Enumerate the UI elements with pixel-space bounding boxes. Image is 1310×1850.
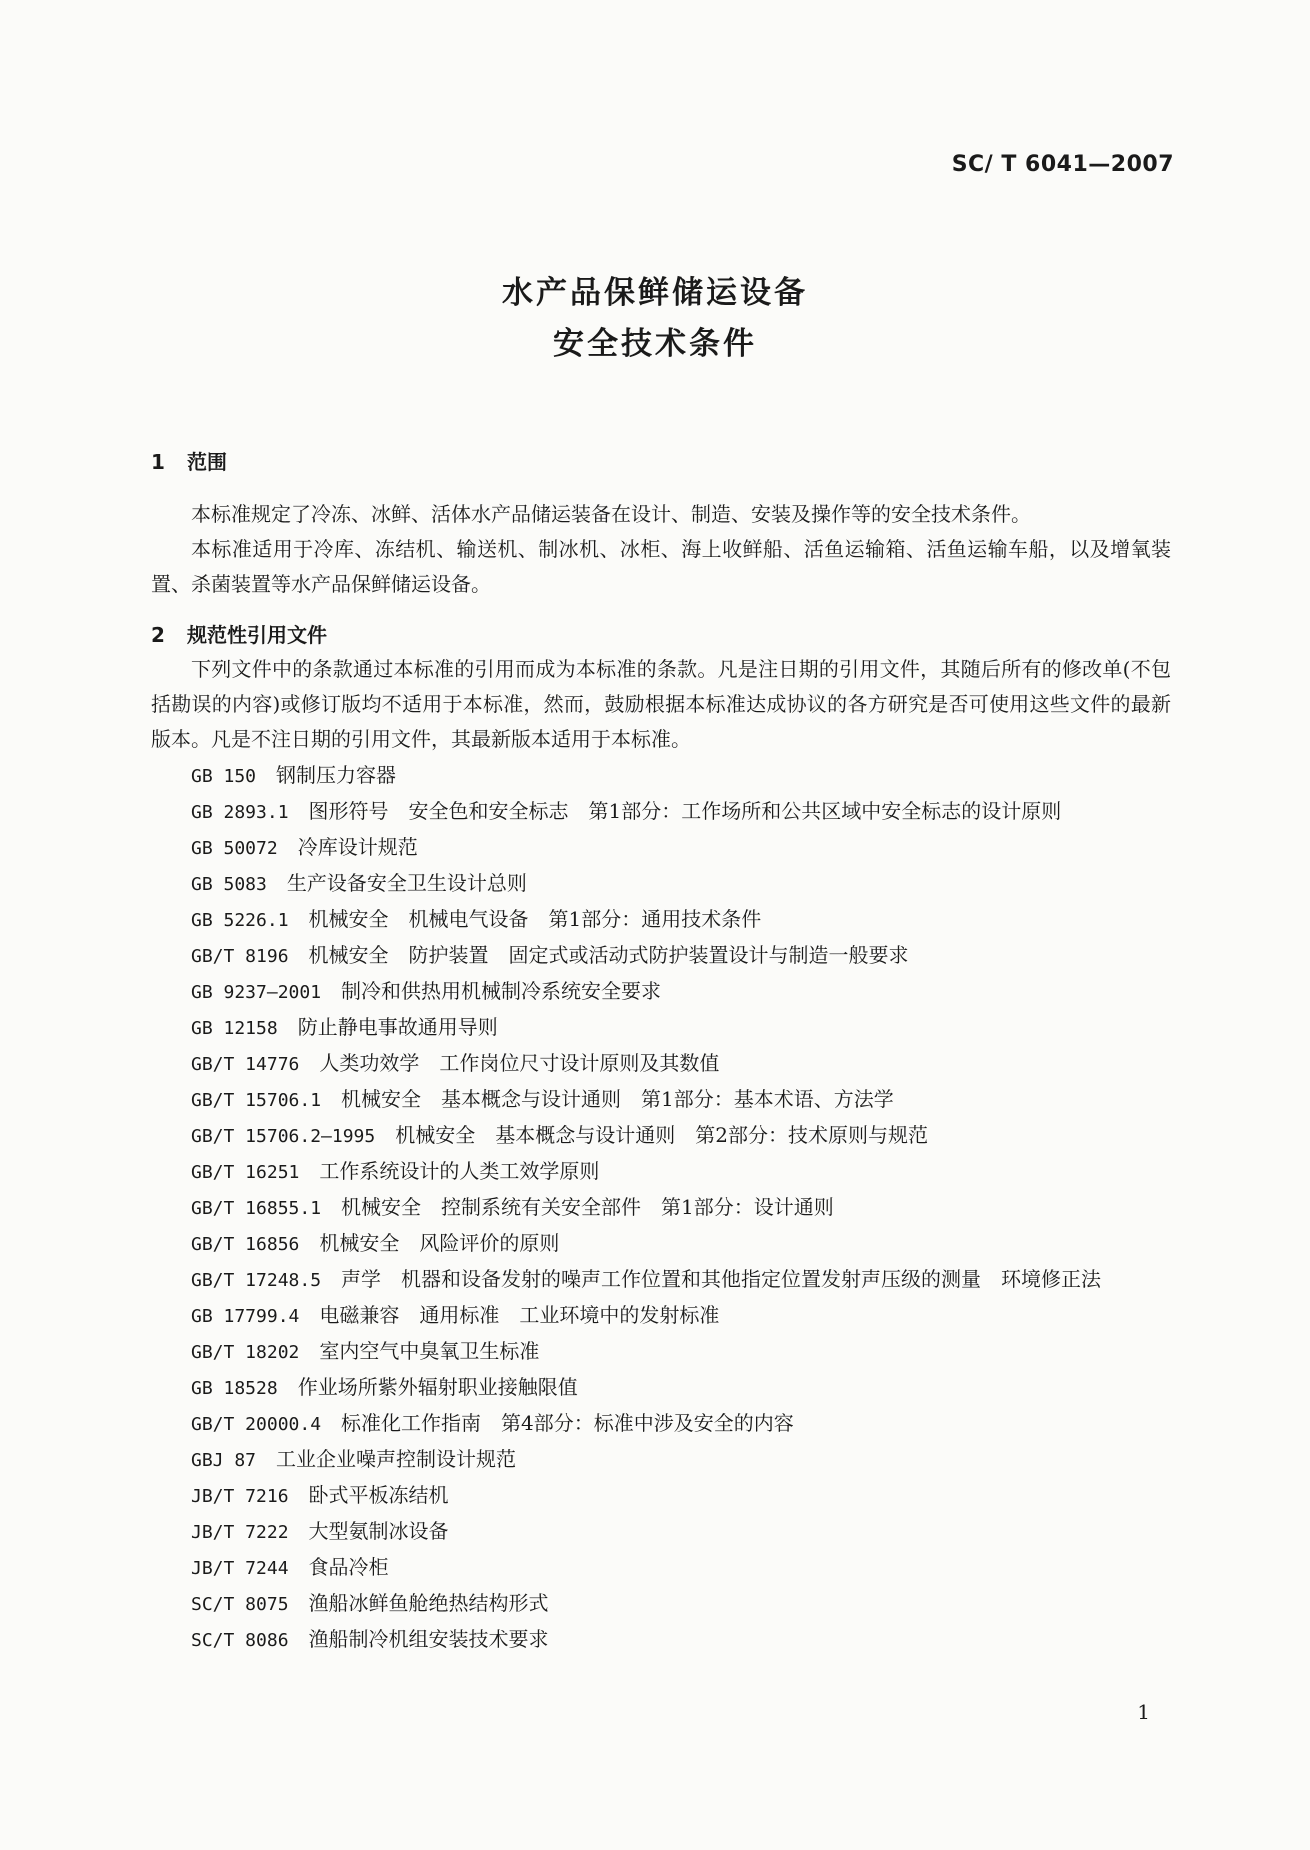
section-2-intro: 下列文件中的条款通过本标准的引用而成为本标准的条款。凡是注日期的引用文件，其随后所有的修改单(不包括勘误的内容)或修订版均不适用于本标准，然而，鼓励根据本标准达成协议的各方研究是否可使用这些文件的最新版本。凡是不注日期的引用文件，其最新版本适用于本标准。	[151, 657, 1171, 751]
document-title	[0, 268, 1310, 370]
reference-item: GB 5083 生产设备安全卫生设计总则	[191, 871, 527, 895]
reference-item: JB/T 7244 食品冷柜	[191, 1555, 389, 1579]
section-1-heading	[151, 446, 227, 475]
section-2-heading	[151, 619, 327, 648]
reference-item: GB 2893.1 图形符号 安全色和安全标志 第1部分：工作场所和公共区域中安全标志的设计原则	[191, 799, 1062, 823]
section-2-title: 规范性引用文件	[187, 623, 327, 647]
reference-item: GB 18528 作业场所紫外辐射职业接触限值	[191, 1375, 578, 1399]
section-1-number: 1	[151, 450, 165, 474]
reference-list	[151, 758, 1171, 1658]
section-1-para-2: 本标准适用于冷库、冻结机、输送机、制冰机、冰柜、海上收鲜船、活鱼运输箱、活鱼运输车船，以及增氧装置、杀菌装置等水产品保鲜储运设备。	[151, 537, 1171, 596]
reference-item: GB/T 16855.1 机械安全 控制系统有关安全部件 第1部分：设计通则	[191, 1195, 834, 1219]
reference-item: GB 5226.1 机械安全 机械电气设备 第1部分：通用技术条件	[191, 907, 762, 931]
title-line-2: 安全技术条件	[553, 326, 757, 362]
reference-item: GB/T 16251 工作系统设计的人类工效学原则	[191, 1159, 600, 1183]
reference-item: GB/T 15706.1 机械安全 基本概念与设计通则 第1部分：基本术语、方法学	[191, 1087, 894, 1111]
reference-item: GB 50072 冷库设计规范	[191, 835, 418, 859]
standard-code: SC/ T 6041—2007	[951, 152, 1174, 177]
reference-item: GB/T 18202 室内空气中臭氧卫生标准	[191, 1339, 540, 1363]
section-1-title: 范围	[187, 450, 227, 474]
reference-item: GB 17799.4 电磁兼容 通用标准 工业环境中的发射标准	[191, 1303, 720, 1327]
reference-item: GB/T 17248.5 声学 机器和设备发射的噪声工作位置和其他指定位置发射声压级的测量 环境修正法	[191, 1267, 1102, 1291]
reference-item: GB 12158 防止静电事故通用导则	[191, 1015, 498, 1039]
reference-item: GB/T 20000.4 标准化工作指南 第4部分：标准中涉及安全的内容	[191, 1411, 794, 1435]
reference-item: GB 9237—2001 制冷和供热用机械制冷系统安全要求	[191, 979, 662, 1003]
reference-item: JB/T 7216 卧式平板冻结机	[191, 1483, 449, 1507]
reference-item: GBJ 87 工业企业噪声控制设计规范	[191, 1447, 517, 1471]
reference-item: GB/T 8196 机械安全 防护装置 固定式或活动式防护装置设计与制造一般要求	[191, 943, 909, 967]
reference-item: GB/T 15706.2—1995 机械安全 基本概念与设计通则 第2部分：技术原则与规范	[191, 1123, 928, 1147]
reference-item: GB/T 16856 机械安全 风险评价的原则	[191, 1231, 560, 1255]
reference-item: SC/T 8086 渔船制冷机组安装技术要求	[191, 1627, 549, 1651]
section-2-number: 2	[151, 623, 165, 647]
section-1-para-1: 本标准规定了冷冻、冰鲜、活体水产品储运装备在设计、制造、安装及操作等的安全技术条件。	[191, 502, 1031, 526]
reference-item: GB 150 钢制压力容器	[191, 763, 397, 787]
reference-item: GB/T 14776 人类功效学 工作岗位尺寸设计原则及其数值	[191, 1051, 720, 1075]
page-number: 1	[1137, 1700, 1150, 1724]
reference-item: SC/T 8075 渔船冰鲜鱼舱绝热结构形式	[191, 1591, 549, 1615]
title-line-1: 水产品保鲜储运设备	[502, 275, 808, 311]
reference-item: JB/T 7222 大型氨制冰设备	[191, 1519, 449, 1543]
